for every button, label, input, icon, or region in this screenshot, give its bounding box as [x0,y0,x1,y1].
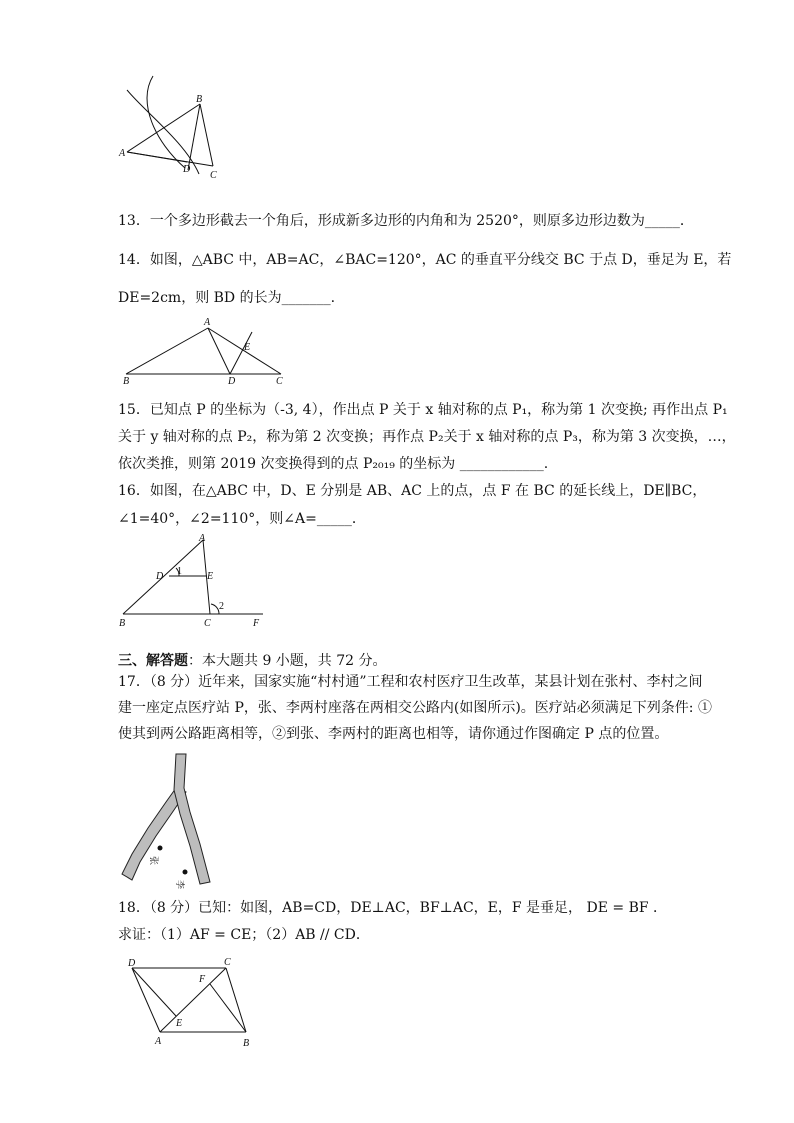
label-e: E [176,1018,183,1029]
question-13: 13．一个多边形截去一个角后，形成新多边形的内角和为 2520°，则原多边形边数为_____． [118,213,694,229]
label-d: D [128,958,136,969]
village-li-marker [183,870,188,875]
q18-figure [118,952,268,1052]
label-d: D [228,376,236,386]
q14-triangle-figure [118,314,298,386]
label-b: B [243,1038,250,1049]
section-3-description: ：本大题共 9 小题，共 72 分。 [188,653,387,669]
question-14-line-2: DE=2cm，则 BD 的长为_______. [118,290,336,306]
label-f: F [253,618,260,629]
label-c: C [276,376,283,386]
road-left [122,788,186,880]
label-c: C [210,170,217,181]
question-18-line-1: 18．（8 分）已知：如图，AB=CD，DE⊥AC，BF⊥AC，E，F 是垂足， DE = BF ． [118,900,668,916]
question-17-line-3: 使其到两公路距离相等，②到张、李两村的距离也相等，请你通过作图确定 P 点的位置。 [118,726,669,742]
label-c: C [224,957,231,968]
label-f: F [199,974,206,985]
label-e: E [244,342,251,353]
road-right [174,754,210,884]
label-c: C [204,618,211,629]
village-zhang-marker [158,846,163,851]
question-14-line-1: 14．如图，△ABC 中，AB=AC，∠BAC=120°，AC 的垂直平分线交 BC 于点 D，垂足为 E，若 [118,252,732,268]
label-a: A [199,533,206,544]
question-17-line-1: 17．（8 分）近年来，国家实施“村村通”工程和农村医疗卫生改革，某县计划在张村、李村之间 [118,674,703,690]
segment-ad [127,152,187,162]
construction-arc-right [147,76,185,168]
label-a: A [155,1036,162,1047]
label-angle-1: 1 [177,566,182,577]
question-18-line-2: 求证：（1）AF = CE；（2）AB // CD． [118,927,370,943]
question-16-line-2: ∠1=40°，∠2=110°，则∠A=_____． [118,511,366,527]
label-d: D [183,164,191,175]
segment-bc [200,104,213,166]
label-e: E [207,571,214,582]
construction-figure [115,72,225,184]
question-15-line-2: 关于 y 轴对称的点 P₂，称为第 2 次变换；再作点 P₂关于 x 轴对称的点 P₃，称为第 3 次变换，…， [118,429,736,445]
village-li-label: 李 [175,880,185,890]
section-3-title: 三、解答题 [118,653,188,669]
label-b: B [196,94,203,105]
question-15-line-1: 15．已知点 P 的坐标为（-3, 4），作出点 P 关于 x 轴对称的点 P₁，称为第 1 次变换; 再作出点 P₁ [118,402,728,418]
question-17-line-2: 建一座定点医疗站 P，张、李两村座落在两相交公路内(如图所示)。医疗站必须满足下列条件: ① [118,700,712,716]
label-a: A [119,148,126,159]
label-b: B [123,376,130,386]
village-zhang-label: 张 [149,856,159,866]
section-3-heading [118,651,387,671]
label-a: A [204,317,211,328]
label-angle-2: 2 [219,601,224,612]
segment-bd [188,104,200,170]
label-d: D [156,571,164,582]
question-15-line-3: 依次类推，则第 2019 次变换得到的点 P₂₀₁₉ 的坐标为 ____________. [118,456,549,472]
question-16-line-1: 16．如图，在△ABC 中，D、E 分别是 AB、AC 上的点，点 F 在 BC 的延长线上，DE∥BC， [118,483,707,499]
roads-figure [118,752,218,892]
construction-arc-left [127,90,199,174]
label-b: B [119,618,126,629]
q16-triangle-figure [115,532,275,632]
